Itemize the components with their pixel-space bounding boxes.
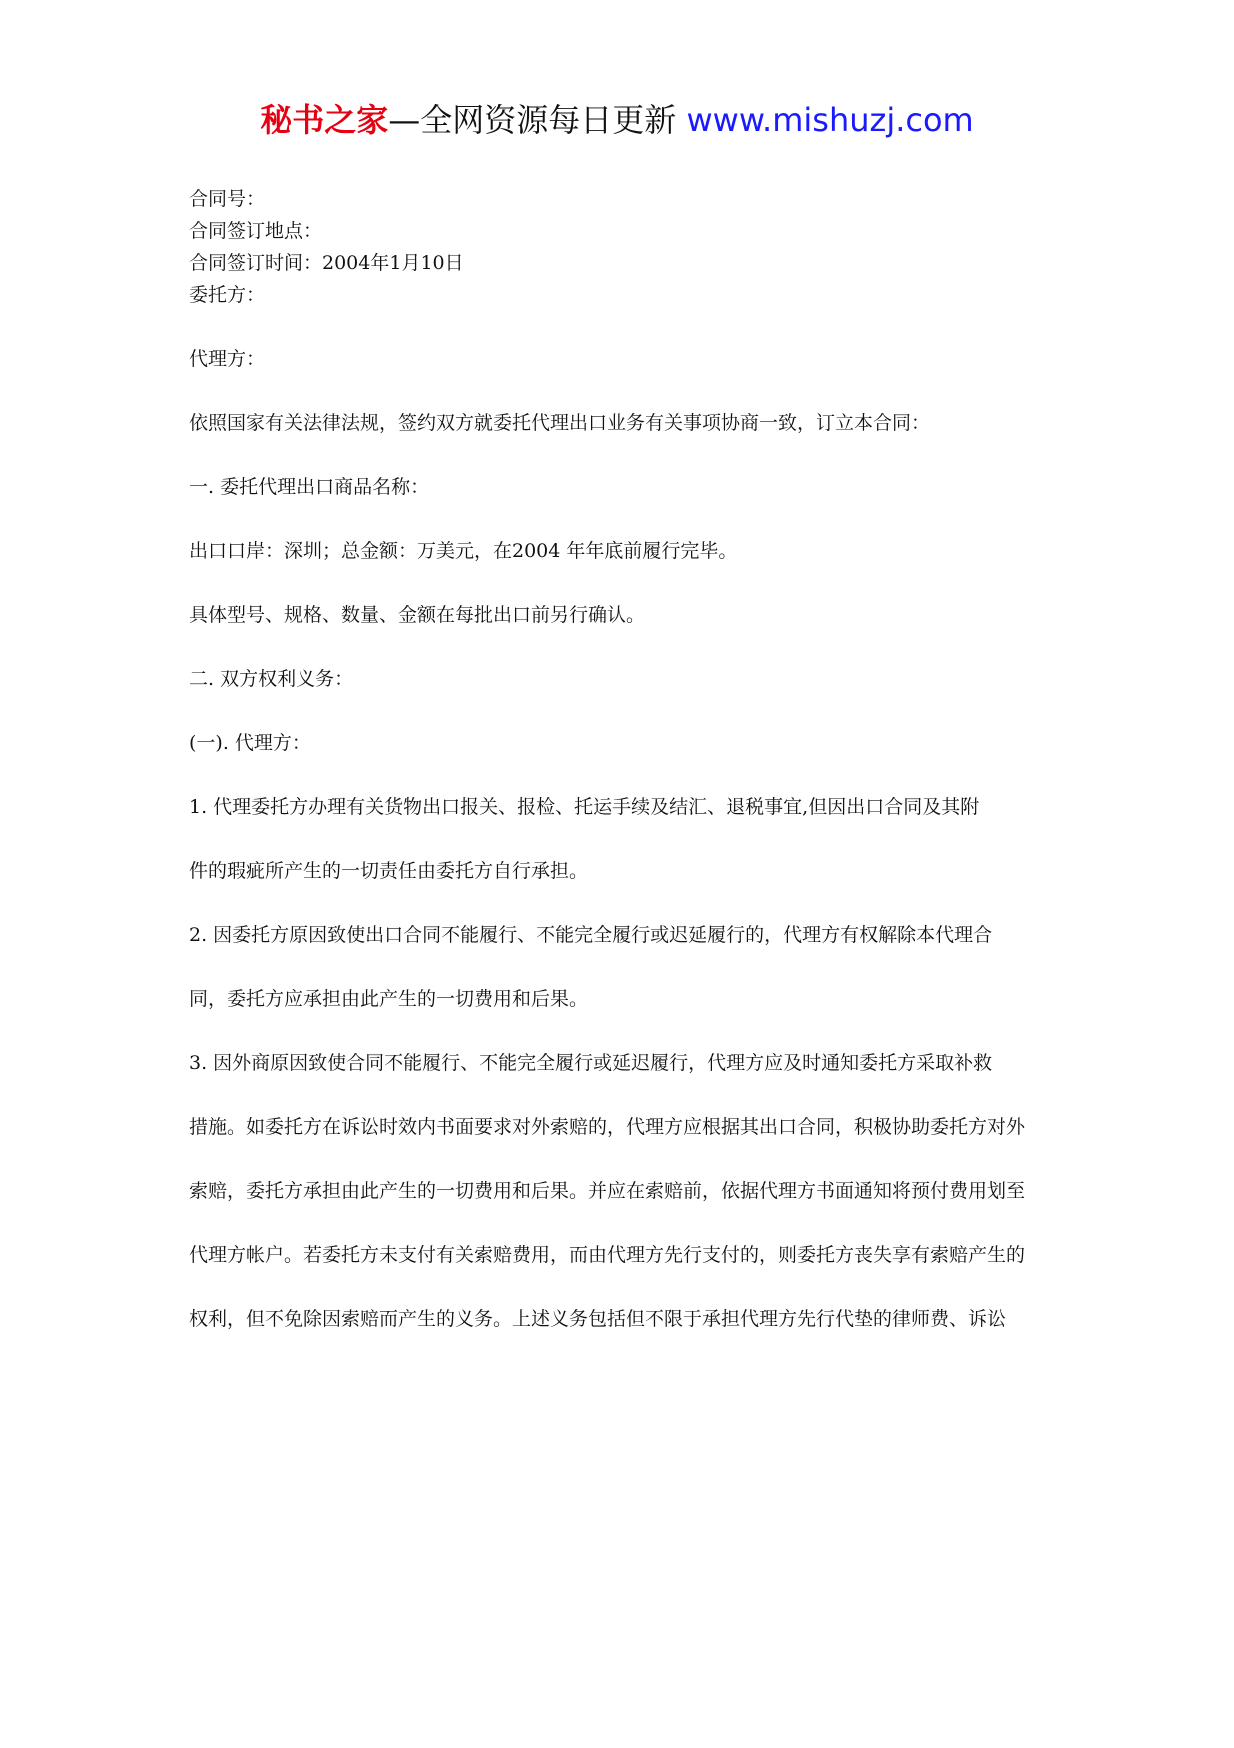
sign-place: 合同签订地点： xyxy=(189,220,323,242)
site-url[interactable]: www.mishuzj.com xyxy=(686,101,974,139)
principal-party: 委托方： xyxy=(189,284,266,306)
clause-3-cont-1: 措施。如委托方在诉讼时效内书面要求对外索赔的，代理方应根据其出口合同，积极协助委托方对外 xyxy=(189,1116,1026,1138)
subsection-1-title: (一). 代理方： xyxy=(189,732,311,754)
contract-document xyxy=(189,183,1049,1335)
clause-3-cont-3: 代理方帐户。若委托方未支付有关索赔费用，而由代理方先行支付的，则委托方丧失享有索赔产生的 xyxy=(189,1244,1026,1266)
clause-3-cont-2: 索赔，委托方承担由此产生的一切费用和后果。并应在索赔前，依据代理方书面通知将预付费用划至 xyxy=(189,1180,1026,1202)
agent-party: 代理方： xyxy=(189,348,266,370)
clause-3-cont-4: 权利，但不免除因索赔而产生的义务。上述义务包括但不限于承担代理方先行代垫的律师费、诉讼 xyxy=(189,1308,1007,1330)
section-1-detail: 具体型号、规格、数量、金额在每批出口前另行确认。 xyxy=(189,604,646,626)
clause-2: 2. 因委托方原因致使出口合同不能履行、不能完全履行或迟延履行的，代理方有权解除本代理合 xyxy=(189,924,993,946)
section-1-port: 出口口岸：深圳；总金额：万美元，在2004 年年底前履行完毕。 xyxy=(189,540,738,562)
site-banner xyxy=(0,100,1234,140)
brand-name: 秘书之家 xyxy=(260,101,389,139)
clause-3: 3. 因外商原因致使合同不能履行、不能完全履行或延迟履行，代理方应及时通知委托方采取补救 xyxy=(189,1052,993,1074)
clause-1: 1. 代理委托方办理有关货物出口报关、报检、托运手续及结汇、退税事宜,但因出口合同及其附 xyxy=(189,796,980,818)
section-2-title: 二. 双方权利义务： xyxy=(189,668,354,690)
contract-number: 合同号： xyxy=(189,188,266,210)
contract-intro: 依照国家有关法律法规，签约双方就委托代理出口业务有关事项协商一致，订立本合同： xyxy=(189,412,931,434)
clause-1-cont: 件的瑕疵所产生的一切责任由委托方自行承担。 xyxy=(189,860,589,882)
clause-2-cont: 同，委托方应承担由此产生的一切费用和后果。 xyxy=(189,988,589,1010)
section-1-title: 一. 委托代理出口商品名称： xyxy=(189,476,430,498)
banner-slogan: —全网资源每日更新 xyxy=(388,101,677,139)
sign-time: 合同签订时间：2004年1月10日 xyxy=(189,252,464,274)
